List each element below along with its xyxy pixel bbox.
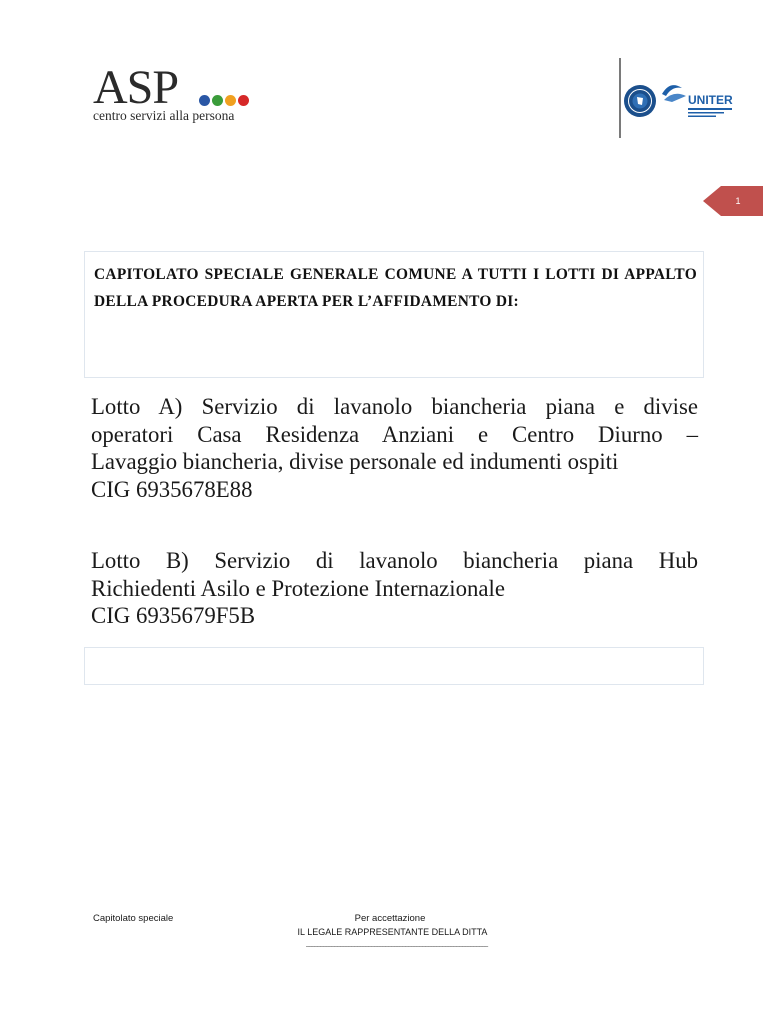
asp-logo — [93, 61, 293, 126]
document-title: CAPITOLATO SPECIALE GENERALE COMUNE A TUTTI I LOTTI DI APPALTO DELLA PROCEDURA APERTA PER L’AFFIDAMENTO DI: — [94, 266, 697, 310]
empty-text-box — [84, 647, 704, 685]
lotto-b-description — [91, 547, 698, 630]
lotto-b-line: Lotto B) Servizio di lavanolo biancheria piana Hub — [91, 548, 698, 573]
lotto-a-cig: CIG 6935678E88 — [91, 476, 253, 502]
certification-divider — [619, 58, 621, 138]
lotto-b-line: Richiedenti Asilo e Protezione Internazionale — [91, 575, 506, 601]
footer-document-name: Capitolato speciale — [93, 913, 174, 924]
logo-tagline: centro servizi alla persona — [93, 108, 235, 123]
page-number: 1 — [735, 196, 741, 206]
accredia-seal-icon — [623, 84, 657, 118]
logo-dots — [199, 93, 251, 105]
page-number-tag — [703, 186, 763, 216]
signature-line: ________________________________________________________________ — [306, 941, 488, 947]
title-box — [84, 251, 704, 378]
lotto-a-description — [91, 393, 698, 503]
lotto-a-line: Lotto A) Servizio di lavanolo biancheria piana e divise — [91, 394, 698, 419]
logo-dot-green — [212, 95, 223, 106]
lotto-a-line: Lavaggio biancheria, divise personale ed indumenti ospiti — [91, 449, 619, 474]
lotto-a-line: operatori Casa Residenza Anziani e Centro Diurno – — [91, 421, 698, 447]
uniter-logo-icon — [660, 78, 736, 120]
footer-acceptance: Per accettazione — [354, 913, 426, 924]
lotto-b-cig: CIG 6935679F5B — [91, 603, 256, 628]
logo-dot-orange — [225, 95, 236, 106]
footer-representative: IL LEGALE RAPPRESENTANTE DELLA DITTA — [297, 927, 488, 937]
logo-brand: ASP — [93, 61, 179, 114]
svg-text:UNITER: UNITER — [688, 93, 733, 107]
logo-dot-blue — [199, 95, 210, 106]
logo-dot-red — [238, 95, 249, 106]
